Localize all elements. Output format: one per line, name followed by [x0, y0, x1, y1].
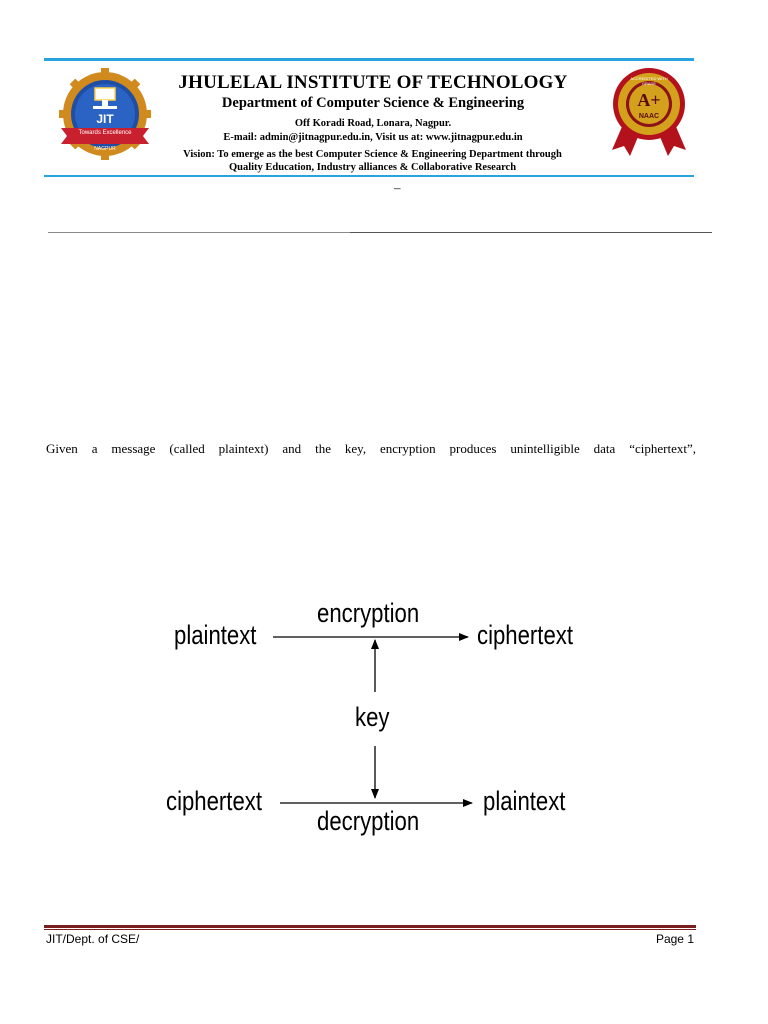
badge-ring-text: ACCREDITED WITH GRADE	[630, 76, 668, 86]
institute-address: Off Koradi Road, Lonara, Nagpur.	[294, 118, 452, 129]
footer-rule-thick	[44, 925, 696, 928]
badge-org: NAAC	[638, 113, 660, 120]
diagram-top-label: encryption	[317, 598, 420, 628]
header-bottom-rule	[44, 175, 694, 177]
section-rule-right	[350, 232, 712, 233]
naac-badge	[606, 66, 692, 158]
vision-statement	[150, 148, 595, 174]
vision-line-1: Vision: To emerge as the best Computer Science & Engineering Department through	[183, 149, 562, 160]
body-paragraph: Given a message (called plaintext) and the key, encryption produces unintelligible data “ciphertext”,	[46, 441, 696, 456]
badge-grade: A+	[637, 90, 661, 110]
diagram-top-right: ciphertext	[477, 620, 573, 650]
diagram-bottom-label: decryption	[317, 806, 420, 836]
footer-page-number: Page 1	[655, 932, 694, 946]
diagram-top-left: plaintext	[174, 620, 257, 650]
encryption-diagram	[150, 590, 610, 850]
vision-line-2: Quality Education, Industry alliances & Collaborative Research	[228, 162, 517, 173]
footer-left-text: JIT/Dept. of CSE/	[46, 932, 140, 946]
department-name: Department of Computer Science & Engineering	[221, 95, 525, 111]
section-rule-left	[48, 232, 350, 233]
footer-rule-thin	[44, 929, 696, 930]
logo-city-text: NAGPUR	[94, 146, 116, 152]
institute-logo	[55, 66, 155, 166]
diagram-bottom-left: ciphertext	[166, 786, 262, 816]
diagram-key: key	[355, 702, 390, 732]
institute-contact: E-mail: admin@jitnagpur.edu.in, Visit us at: www.jitnagpur.edu.in	[223, 132, 523, 143]
header-top-rule	[44, 58, 694, 61]
logo-ribbon-text: Towards Excellence	[78, 130, 132, 136]
diagram-bottom-right: plaintext	[483, 786, 566, 816]
institute-name: JHULELAL INSTITUTE OF TECHNOLOGY	[178, 72, 568, 93]
separator-dash: –	[394, 180, 401, 195]
logo-text: JIT	[96, 112, 114, 126]
